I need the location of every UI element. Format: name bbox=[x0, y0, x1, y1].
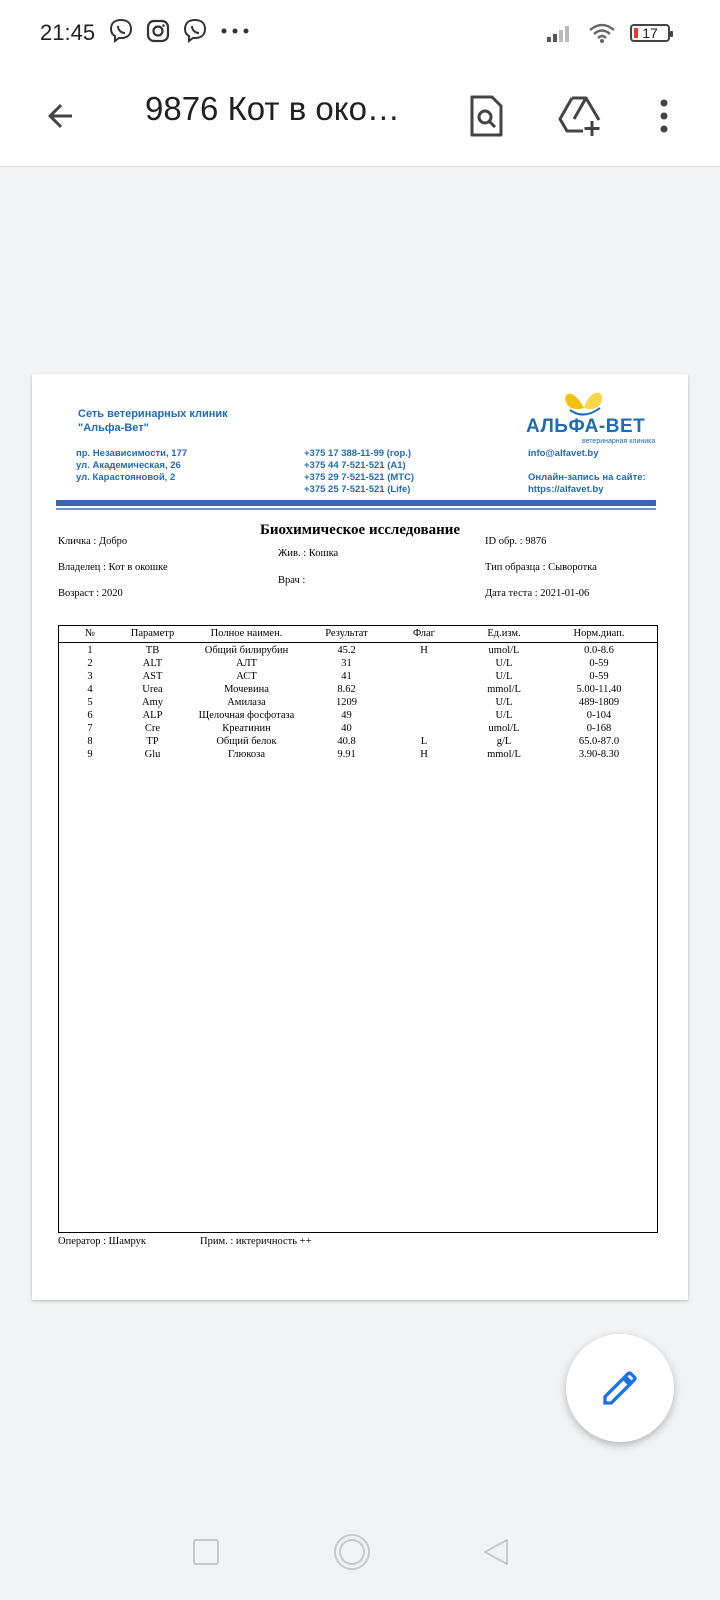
table-cell: Амилаза bbox=[227, 697, 266, 708]
table-cell: 65.0-87.0 bbox=[578, 736, 620, 747]
table-cell: ALT bbox=[142, 658, 163, 669]
table-cell: 9 bbox=[87, 749, 93, 760]
notification-icons bbox=[108, 18, 250, 44]
table-cell: Щелочная фосфотаза bbox=[198, 710, 295, 721]
table-cell: U/L bbox=[495, 671, 513, 682]
find-in-page-icon bbox=[466, 94, 506, 138]
more-dots-icon bbox=[220, 26, 250, 36]
viber-icon bbox=[182, 18, 208, 44]
table-cell: AST bbox=[142, 671, 163, 682]
table-cell: U/L bbox=[495, 710, 513, 721]
wifi-icon bbox=[588, 22, 616, 44]
address-line: пр. Независимости, 177 bbox=[76, 448, 188, 459]
table-cell: mmol/L bbox=[487, 684, 521, 695]
table-cell: 41 bbox=[341, 671, 352, 682]
column-header: Ед.изм. bbox=[487, 628, 521, 639]
document-title: 9876 Кот в око… bbox=[145, 90, 400, 127]
table-cell: Amy bbox=[142, 697, 163, 708]
column-header: № bbox=[84, 628, 96, 639]
table-cell: 0-59 bbox=[589, 658, 609, 669]
clinic-email: info@alfavet.by bbox=[528, 448, 599, 459]
table-cell: H bbox=[420, 645, 428, 656]
column-header: Параметр bbox=[130, 628, 175, 639]
sample-type: Тип образца : Сыворотка bbox=[485, 562, 597, 573]
table-cell: Cre bbox=[144, 723, 161, 734]
phone-line: +375 17 388-11-99 (гор.) bbox=[304, 448, 412, 459]
table-cell: U/L bbox=[495, 697, 513, 708]
table-cell: TP bbox=[146, 736, 159, 747]
note: Прим. : иктеричность ++ bbox=[200, 1236, 312, 1247]
table-cell: 0-168 bbox=[586, 723, 612, 734]
address-line: ул. Академическая, 26 bbox=[76, 460, 181, 471]
viber-icon bbox=[108, 18, 134, 44]
back-button[interactable] bbox=[34, 90, 86, 142]
app-bar bbox=[0, 66, 720, 167]
online-booking-label: Онлайн-запись на сайте: bbox=[528, 472, 646, 483]
report-title: Биохимическое исследование bbox=[259, 522, 461, 538]
table-cell: mmol/L bbox=[487, 749, 521, 760]
phone-line: +375 25 7-521-521 (Life) bbox=[304, 484, 411, 495]
status-bar bbox=[0, 0, 720, 66]
table-cell: 489-1809 bbox=[578, 697, 620, 708]
table-cell: 3.90-8.30 bbox=[578, 749, 620, 760]
table-cell: 0-59 bbox=[589, 671, 609, 682]
test-date: Дата теста : 2021-01-06 bbox=[485, 588, 590, 599]
table-cell: Urea bbox=[142, 684, 163, 695]
table-cell: АСТ bbox=[236, 671, 257, 682]
table-cell: U/L bbox=[495, 658, 513, 669]
triangle-back-icon bbox=[481, 1537, 511, 1567]
table-cell: 9.91 bbox=[337, 749, 356, 760]
clinic-name bbox=[78, 407, 228, 435]
header-divider-thin bbox=[56, 508, 656, 510]
table-cell: 0.0-8.6 bbox=[584, 645, 614, 656]
logo-subtitle: ветеринарная клиника bbox=[582, 438, 656, 445]
edit-fab-button[interactable] bbox=[566, 1334, 674, 1442]
column-header: Норм.диап. bbox=[573, 628, 625, 639]
table-cell: 4 bbox=[87, 684, 93, 695]
column-header: Результат bbox=[325, 628, 368, 639]
table-cell: 40 bbox=[341, 723, 352, 734]
pet-age: Возраст : 2020 bbox=[58, 588, 123, 599]
table-cell: 45.2 bbox=[337, 645, 356, 656]
circle-icon bbox=[332, 1532, 372, 1572]
table-cell: Общий белок bbox=[216, 736, 277, 747]
animal-type: Жив. : Кошка bbox=[278, 548, 339, 559]
instagram-icon bbox=[146, 19, 170, 43]
header-divider bbox=[56, 500, 656, 506]
phone-line: +375 44 7-521-521 (A1) bbox=[304, 460, 406, 471]
more-options-button[interactable] bbox=[636, 88, 692, 144]
clinic-name-line2: "Альфа-Вет" bbox=[78, 422, 149, 434]
butterfly-icon bbox=[560, 386, 608, 418]
column-header: Полное наимен. bbox=[210, 628, 283, 639]
status-time: 21:45 bbox=[40, 20, 96, 45]
add-to-drive-icon bbox=[557, 95, 603, 137]
system-nav-bar bbox=[0, 1500, 720, 1600]
clinic-phones bbox=[304, 448, 414, 496]
table-cell: 6 bbox=[87, 710, 93, 721]
phone-line: +375 29 7-521-521 (МТС) bbox=[304, 472, 415, 483]
table-cell: АЛТ bbox=[235, 658, 258, 669]
clinic-contacts bbox=[528, 448, 646, 496]
clinic-logo bbox=[526, 386, 656, 445]
add-to-drive-button[interactable] bbox=[552, 88, 608, 144]
battery-indicator bbox=[630, 24, 670, 42]
doctor: Врач : bbox=[278, 575, 306, 586]
table-cell: 40.8 bbox=[337, 736, 356, 747]
column-header: Флаг bbox=[413, 628, 435, 639]
sample-id: ID обр. : 9876 bbox=[485, 536, 547, 547]
logo-text: АЛЬФА-ВЕТ bbox=[526, 416, 646, 437]
table-header bbox=[59, 626, 657, 643]
square-icon bbox=[193, 1539, 219, 1565]
table-cell: Креатинин bbox=[222, 723, 271, 734]
table-cell: g/L bbox=[496, 736, 512, 747]
table-cell: 5.00-11.40 bbox=[576, 684, 622, 695]
pet-nickname: Кличка : Добро bbox=[58, 536, 128, 547]
table-cell: umol/L bbox=[488, 723, 520, 734]
home-button[interactable] bbox=[332, 1532, 372, 1572]
table-cell: 3 bbox=[87, 671, 93, 682]
signal-icon bbox=[546, 23, 574, 43]
clinic-website: https://alfavet.by bbox=[528, 484, 604, 495]
table-cell: 1209 bbox=[336, 697, 357, 708]
back-nav-button[interactable] bbox=[476, 1532, 516, 1572]
table-cell: 31 bbox=[341, 658, 352, 669]
table-cell: 1 bbox=[87, 645, 93, 656]
table-cell: 2 bbox=[87, 658, 93, 669]
pencil-icon bbox=[600, 1368, 640, 1408]
recents-button[interactable] bbox=[186, 1532, 226, 1572]
arrow-back-icon bbox=[42, 98, 78, 134]
clinic-name-line1: Сеть ветеринарных клиник bbox=[78, 408, 228, 420]
table-cell: 5 bbox=[87, 697, 93, 708]
owner: Владелец : Кот в окошке bbox=[58, 562, 168, 573]
table-cell: Мочевина bbox=[224, 684, 269, 695]
operator: Оператор : Шамрук bbox=[58, 1236, 146, 1247]
table-cell: TB bbox=[145, 645, 160, 656]
table-cell: 8 bbox=[87, 736, 93, 747]
system-status bbox=[546, 22, 670, 44]
search-in-document-button[interactable] bbox=[458, 88, 514, 144]
results-table bbox=[58, 625, 658, 1233]
table-cell: umol/L bbox=[488, 645, 520, 656]
table-cell: Glu bbox=[144, 749, 161, 760]
more-vert-icon bbox=[658, 98, 670, 134]
battery-level: 17 bbox=[642, 25, 658, 41]
document-page bbox=[32, 374, 688, 1300]
table-cell: ALP bbox=[142, 710, 163, 721]
table-cell: 49 bbox=[341, 710, 352, 721]
table-cell: H bbox=[420, 749, 428, 760]
table-cell: L bbox=[420, 736, 428, 747]
table-cell: Общий билирубин bbox=[204, 645, 289, 656]
table-cell: Глюкоза bbox=[228, 749, 265, 760]
table-cell: 7 bbox=[87, 723, 93, 734]
clinic-addresses bbox=[76, 448, 187, 484]
address-line: ул. Карастояновой, 2 bbox=[76, 472, 176, 483]
table-cell: 8.62 bbox=[337, 684, 356, 695]
table-cell: 0-104 bbox=[586, 710, 612, 721]
